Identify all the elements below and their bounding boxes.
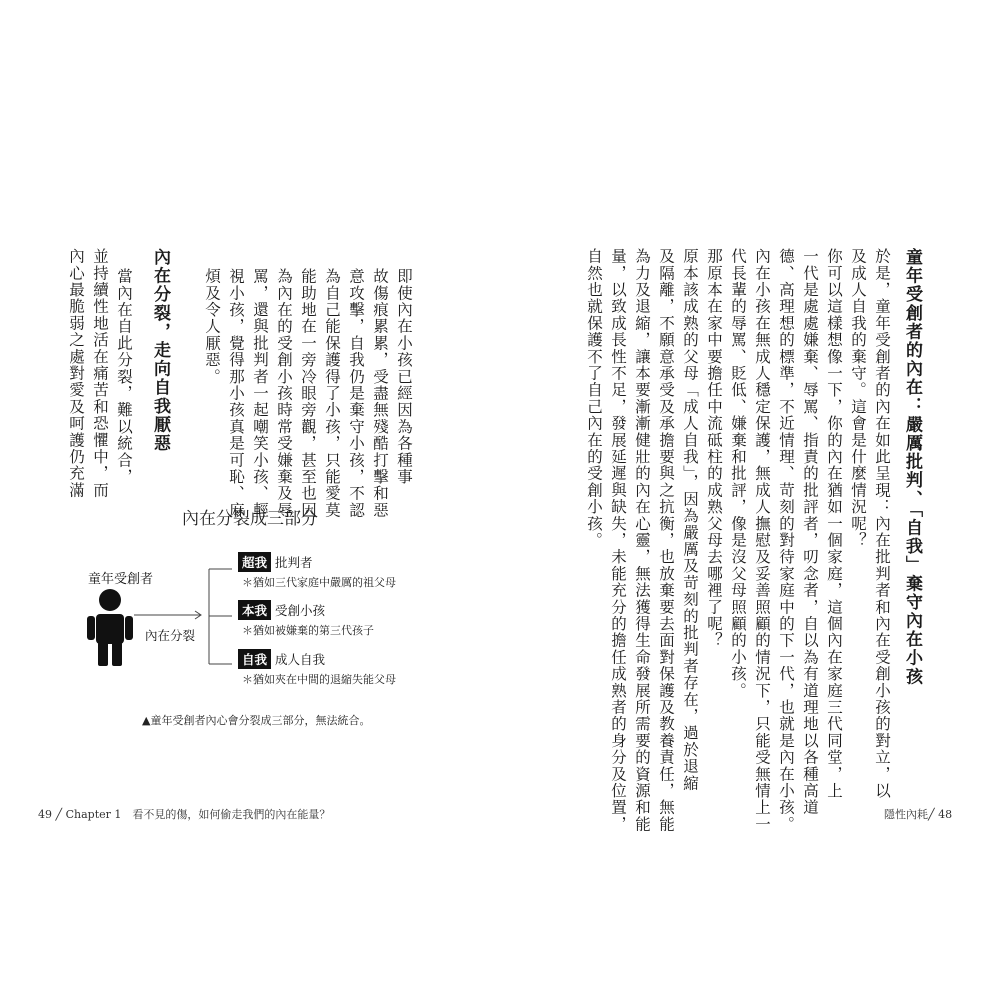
right-text-col-7: 代長輩的辱罵、貶低、嫌棄和批評，像是沒父母照顧的小孩。 — [729, 248, 747, 699]
left-text-col-12: 內心最脆弱之處對愛及呵護仍充滿 — [67, 248, 85, 499]
part-id — [238, 600, 325, 620]
person-icon — [87, 589, 133, 666]
right-text-col-5: 德、高理想的標準，不近情理、苛刻的對待家庭中的下一代，也就是內在小孩。 — [777, 248, 795, 833]
part-tag: 本我 — [238, 600, 271, 620]
left-text-col-1: 即使內在小孩已經因為各種事 — [395, 268, 413, 486]
right-text-col-1: 於是，童年受創者的內在如此呈現：內在批判者和內在受創小孩的對立，以 — [873, 248, 891, 800]
left-text-col-5: 能助地在一旁冷眼旁觀，甚至也因 — [299, 268, 317, 519]
left-text-col-6: 為內在的受創小孩時常受嫌棄及辱 — [275, 268, 293, 519]
part-tag: 超我 — [238, 552, 271, 572]
right-text-col-8: 那原本在家中要擔任中流砥柱的成熟父母去哪裡了呢？ — [705, 248, 723, 649]
part-tag: 自我 — [238, 649, 271, 669]
left-text-col-8: 視小孩，覺得那小孩真是可恥、麻 — [227, 268, 245, 519]
right-text-col-10: 及隔離，不願意承受及承擔要與之抗衡，也放棄要去面對保護及教養責任，無能 — [657, 248, 675, 833]
right-page-footer: 隱性內耗╱ 48 — [884, 808, 953, 821]
diagram-caption: ▲童年受創者內心會分裂成三部分，無法統合。 — [142, 714, 371, 727]
right-text-col-6: 內在小孩在無成人穩定保護，無成人撫慰及妥善照顧的情況下，只能受無情上一 — [753, 248, 771, 833]
part-note: ＊猶如被嫌棄的第三代孩子 — [242, 624, 374, 637]
right-text-col-9: 原本該成熟的父母「成人自我」，因為嚴厲及苛刻的批判者存在，過於退縮 — [681, 248, 699, 792]
diagram-title: 內在分裂成三部分 — [182, 509, 318, 529]
diagram-arrow-label: 內在分裂 — [145, 628, 196, 643]
part-name: 受創小孩 — [275, 603, 326, 618]
split-arrow — [134, 611, 201, 619]
part-ego — [238, 649, 325, 669]
left-text-col-7: 罵，還與批判者一起嘲笑小孩、輕 — [251, 268, 269, 519]
diagram-person-label: 童年受創者 — [88, 572, 154, 587]
right-page-heading: 童年受創者的內在：嚴厲批判、「自我」棄守內在小孩 — [902, 248, 922, 686]
left-text-col-4: 為自己能保護得了小孩，只能愛莫 — [323, 268, 341, 519]
left-text-col-3: 意攻擊，自我仍是棄守小孩，不認 — [347, 268, 365, 519]
right-text-col-4: 一代是處處嫌棄、辱罵、指責的批評者，叨念者，自以為有道理地以各種高道 — [801, 248, 819, 816]
part-name: 成人自我 — [275, 652, 326, 667]
bracket-lines — [209, 569, 232, 664]
right-text-col-11: 為力及退縮，讓本要漸漸健壯的內在心靈，無法獲得生命發展所需要的資源和能 — [633, 248, 651, 833]
left-section-heading: 內在分裂，走向自我厭惡 — [150, 248, 170, 453]
right-text-col-2: 及成人自我的棄守。這會是什麼情況呢？ — [849, 248, 867, 549]
part-note: ＊猶如夾在中間的退縮失能父母 — [242, 673, 396, 686]
part-name: 批判者 — [275, 555, 313, 570]
right-text-col-3: 你可以這樣想像一下，你的內在猶如一個家庭，這個內在家庭三代同堂，上 — [825, 248, 843, 800]
part-note: ＊猶如三代家庭中嚴厲的祖父母 — [242, 576, 396, 589]
left-text-col-10: 當內在自此分裂，難以統合， — [115, 268, 133, 486]
right-text-col-12: 量，以致成長性不足，發展延遲與缺失，未能充分的擔任成熟者的身分及位置， — [609, 248, 627, 833]
left-page-footer: 49 ╱ Chapter 1 看不見的傷，如何偷走我們的內在能量？ — [38, 808, 331, 821]
left-text-col-2: 故傷痕累累，受盡無殘酷打擊和惡 — [371, 268, 389, 519]
right-text-col-13: 自然也就保護不了自己內在的受創小孩。 — [585, 248, 603, 549]
part-superego — [238, 552, 313, 572]
left-text-col-9: 煩及令人厭惡。 — [203, 268, 221, 385]
left-text-col-11: 並持續性地活在痛苦和恐懼中，而 — [91, 248, 109, 499]
